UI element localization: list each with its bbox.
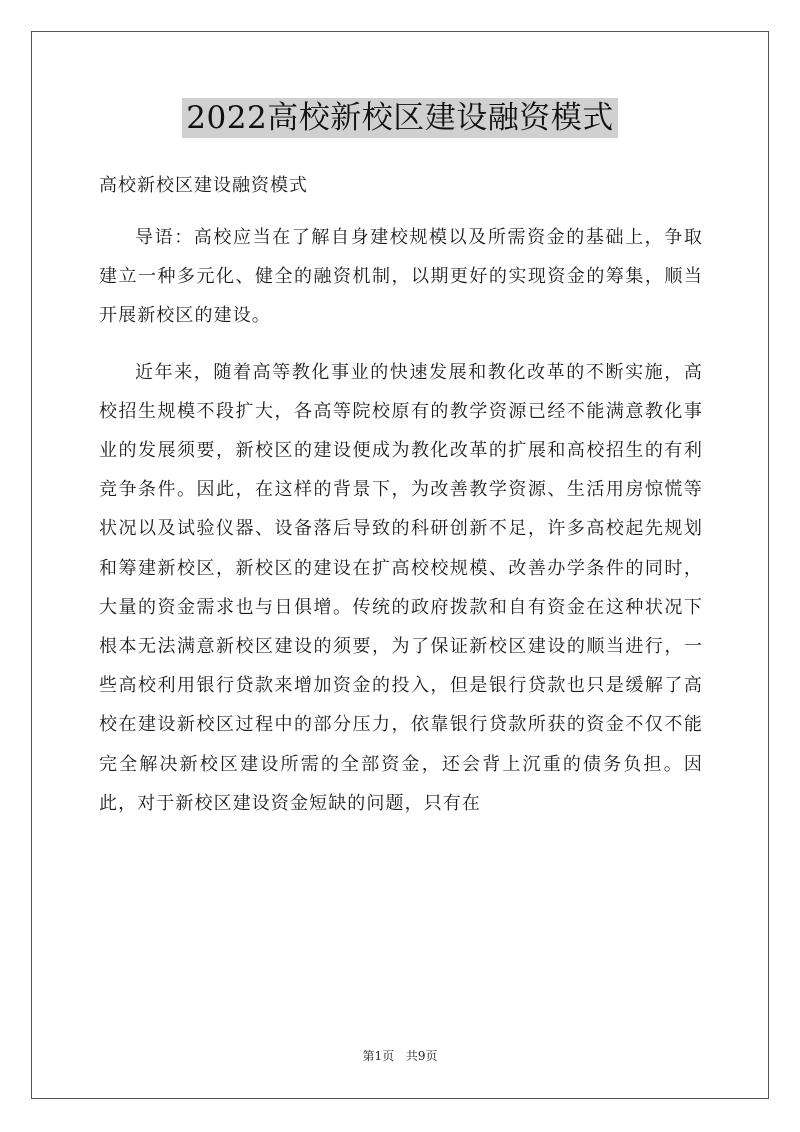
document-subtitle: 高校新校区建设融资模式 <box>99 175 308 196</box>
paragraph-main: 近年来，随着高等教化事业的快速发展和教化改革的不断实施，高校招生规模不段扩大，各高等院校原有的教学资源已经不能满意教化事业的发展须要，新校区的建设便成为教化改革的扩展和高校招生的有利竞争条件。因此，在这样的背景下，为改善教学资源、生活用房惊慌等状况以及试验仪器、设备落后导致的科研创新不足，许多高校起先规划和筹建新校区，新校区的建设在扩高校校规模、改善办学条件的同时，大量的资金需求也与日俱增。传统的政府拨款和自有资金在这种状况下根本无法满意新校区建设的须要，为了保证新校区建设的顺当进行，一些高校利用银行贷款来增加资金的投入，但是银行贷款也只是缓解了高校在建设新校区过程中的部分压力，依靠银行贷款所获的资金不仅不能完全解决新校区建设所需的全部资金，还会背上沉重的债务负担。因此，对于新校区建设资金短缺的问题，只有在 <box>99 361 703 814</box>
paragraph-intro: 导语：高校应当在了解自身建校规模以及所需资金的基础上，争取建立一种多元化、健全的融资机制，以期更好的实现资金的筹集，顺当开展新校区的建设。 <box>99 227 703 327</box>
document-body <box>99 218 703 840</box>
page-footer <box>0 1048 800 1064</box>
page-total: 共9页 <box>405 1049 438 1063</box>
page-number: 第1页 <box>362 1049 395 1063</box>
document-title: 2022高校新校区建设融资模式 <box>182 98 617 138</box>
title-container <box>0 98 800 138</box>
